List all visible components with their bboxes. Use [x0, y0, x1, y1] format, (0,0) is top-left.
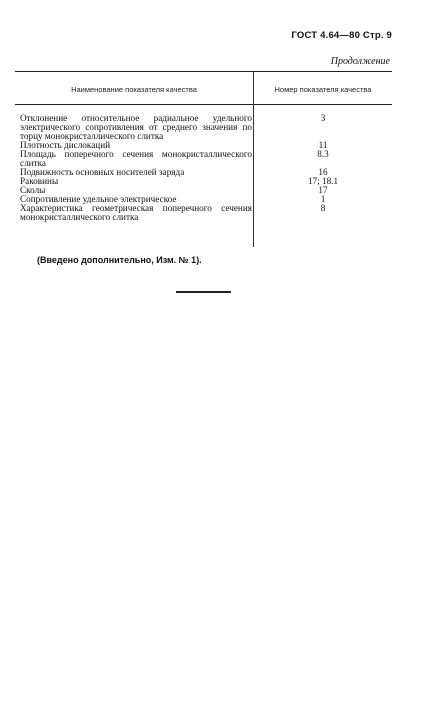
- table-row-number: 16: [318, 167, 328, 177]
- column-header-name: Наименование показателя качества: [71, 85, 197, 94]
- column-header-number: Номер показателя качества: [274, 85, 372, 94]
- table-row-name: Подвижность основных носителей заряда: [20, 167, 185, 177]
- continuation-label: Продолжение: [330, 56, 390, 67]
- table-row-name: Плотность дислокаций: [20, 140, 111, 150]
- name-column: [20, 114, 252, 222]
- table-row-number: 3: [320, 113, 326, 123]
- page-header: ГОСТ 4.64—80 Стр. 9: [291, 30, 392, 41]
- table-row-name: Сопротивление удельное электрическое: [20, 194, 177, 204]
- table-row-number: 11: [318, 140, 328, 150]
- table-top-rule: [15, 71, 392, 72]
- number-column: [254, 114, 392, 222]
- table-row-name: Раковины: [20, 176, 59, 186]
- table-row-number: 8.3: [317, 149, 329, 159]
- amendment-note: (Введено дополнительно, Изм. № 1).: [37, 255, 202, 265]
- table-row-number: 1: [320, 194, 326, 204]
- table-row-name: Отклонение относительное радиальное удельного электрического сопротивления от среднего значения по торцу монокристаллического слитка: [20, 113, 252, 141]
- table-row-number: 17: [318, 185, 328, 195]
- table-row-number: 17; 18.1: [307, 176, 339, 186]
- table-header-rule: [15, 104, 392, 105]
- table-row-number: 8: [320, 203, 326, 213]
- table-row-name: Характеристика геометрическая поперечного сечения монокристаллического слитка: [20, 203, 252, 222]
- table-row-name: Сколы: [20, 185, 46, 195]
- end-rule: [176, 291, 231, 293]
- table-row-name: Площадь поперечного сечения монокристаллического слитка: [20, 149, 252, 168]
